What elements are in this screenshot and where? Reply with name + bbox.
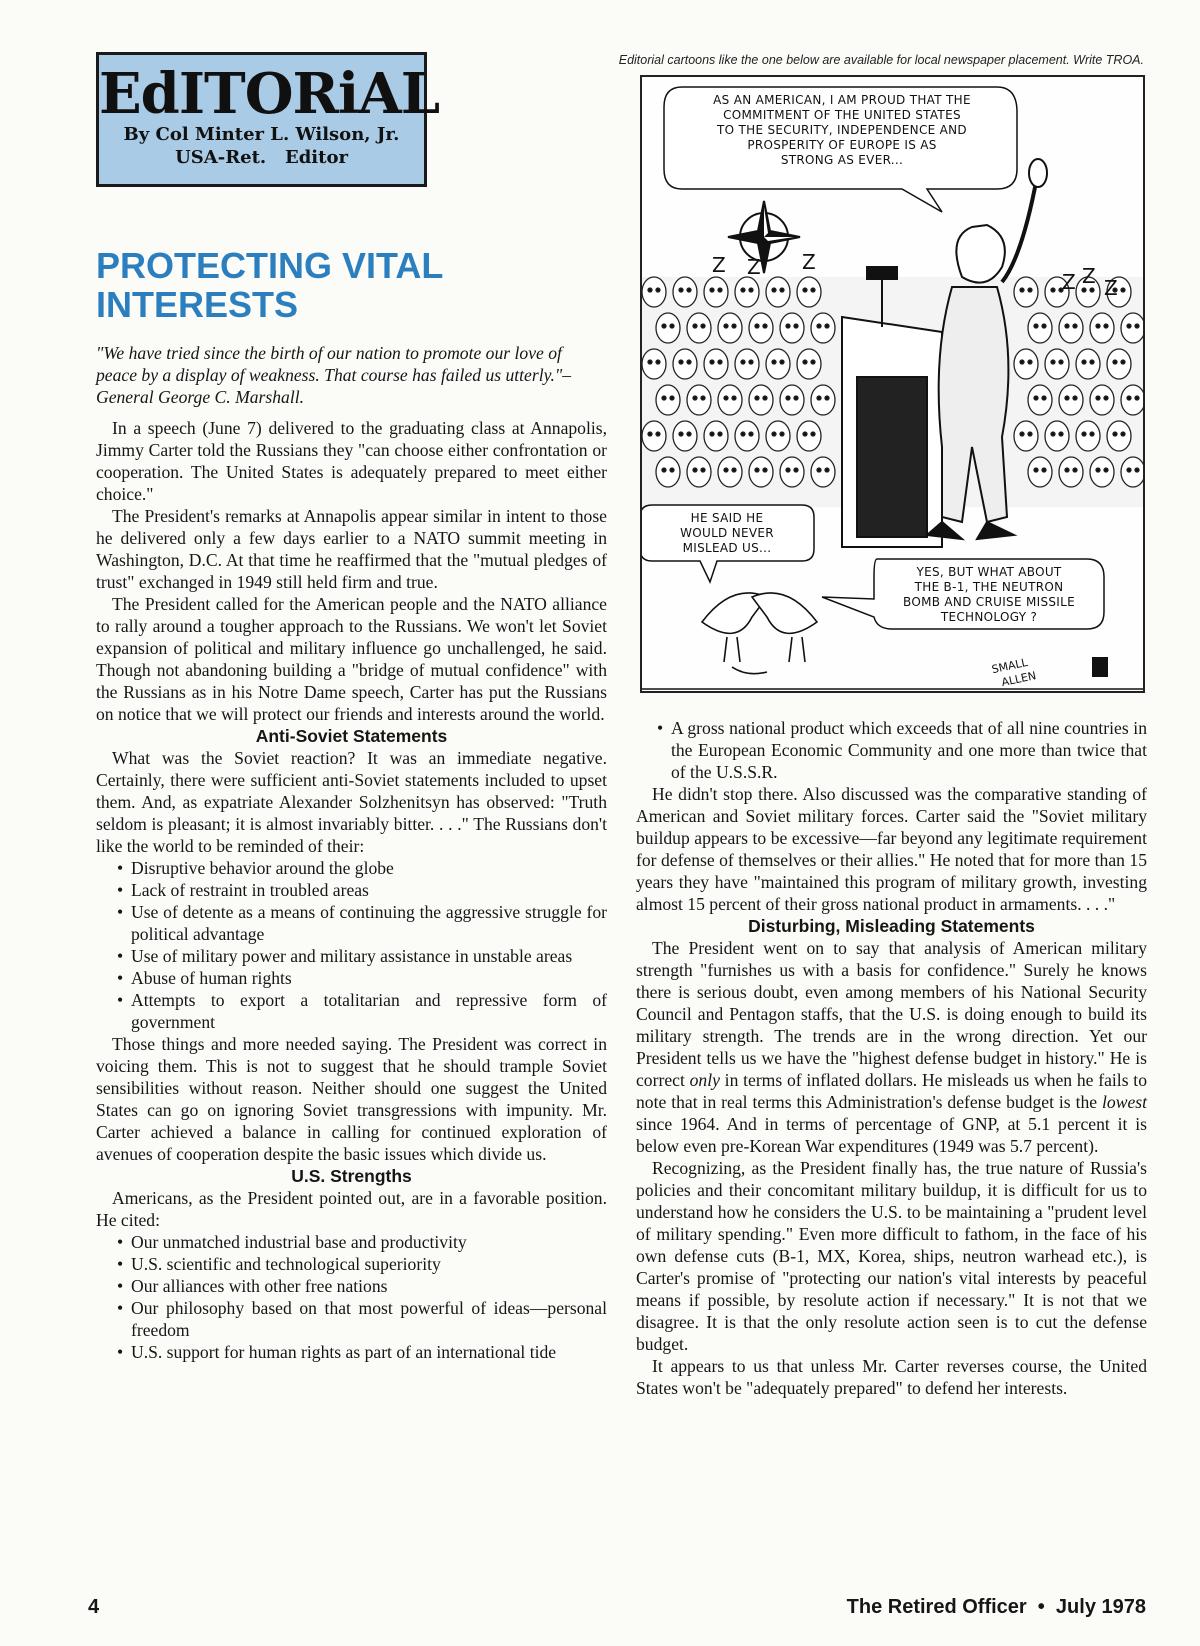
paragraph: Those things and more needed saying. The President was correct in voicing them. This is not to suggest that he should trample Soviet sensibilities without reason. Neither should one suggest the United States can go on ignoring Soviet transgressions with impunity. Mr. Carter achieved a balance in calling for continued exploration of avenues of cooperation despite the basic issues which divide us.: [96, 1034, 607, 1164]
paragraph: The President went on to say that analysis of American military strength "furnishes us with a basis for confidence." Surely he knows there is serious doubt, even among members of his National Security Council and Pentagon staffs, that the U.S. is doing enough to build its military strength. The trends are in the wrong direction. Yet our President tells us we have the "highest defense budget in history." He is correct only in terms of inflated dollars. He misleads us when he fails to note that in real terms this Administration's defense budget is the lowest since 1964. And in terms of percentage of GNP, at 5.1 percent it is below even pre-Korean War expenditures (1949 was 5.7 percent).: [636, 938, 1147, 1156]
list-item: • Abuse of human rights: [96, 967, 607, 989]
list-item: • Disruptive behavior around the globe: [96, 857, 607, 879]
svg-text:Z: Z: [712, 253, 726, 277]
editorial-masthead: [96, 52, 440, 187]
opening-quote: "We have tried since the birth of our nation to promote our love of peace by a display of weakness. That course has failed us utterly."–General George C. Marshall.: [96, 343, 572, 407]
right-column: [636, 717, 1147, 1399]
svg-text:Z: Z: [1104, 276, 1118, 300]
list-item: • Lack of restraint in troubled areas: [96, 879, 607, 901]
paragraph: The President's remarks at Annapolis appear similar in intent to those he delivered only a few days earlier to a NATO summit meeting in Washington, D.C. At that time he reaffirmed that the "mutual pledges of trust" exchanged in 1949 still held firm and true.: [96, 506, 607, 592]
section-heading: U.S. Strengths: [291, 1166, 412, 1186]
paragraph: What was the Soviet reaction? It was an immediate negative. Certainly, there were sufficient anti-Soviet statements included to upset them. And, as expatriate Alexander Solzhenitsyn has observed: "Truth seldom is pleasant; it is almost invariably bitter. . . ." The Russians don't like the world to be reminded of their:: [96, 748, 607, 856]
list-item: • Use of military power and military assistance in unstable areas: [96, 945, 607, 967]
svg-text:Z: Z: [747, 255, 761, 279]
list-item: • Attempts to export a totalitarian and repressive form of government: [96, 989, 607, 1033]
article-headline: PROTECTING VITAL INTERESTS: [96, 245, 443, 325]
paragraph: Americans, as the President pointed out, are in a favorable position. He cited:: [96, 1188, 607, 1230]
list-item: • A gross national product which exceeds that of all nine countries in the European Economic Community and one more than twice that of the U.S.S.R.: [636, 717, 1147, 783]
speech-bubble-right: YES, BUT WHAT ABOUT THE B-1, THE NEUTRON BOMB AND CRUISE MISSILE TECHNOLOGY ?: [903, 565, 1075, 624]
svg-text:Z: Z: [1062, 270, 1076, 294]
bullet-list: [636, 717, 1147, 783]
page-number: 4: [88, 1596, 100, 1618]
list-item: • Use of detente as a means of continuing the aggressive struggle for political advantage: [96, 901, 607, 945]
bullet-list: [96, 1231, 607, 1363]
left-column: [96, 342, 607, 1363]
paragraph: In a speech (June 7) delivered to the graduating class at Annapolis, Jimmy Carter told the Russians they "can choose either confrontation or cooperation. The United States is adequately prepared to meet either choice.": [96, 418, 607, 504]
paragraph: The President called for the American people and the NATO alliance to rally around a tougher approach to the Russians. We won't let Soviet expansion of political and military influence go unchallenged, he said. Though not abandoning building a "bridge of mutual confidence" with the Russians as in his Notre Dame speech, Carter has put the Russians on notice that we will protect our friends and interests around the world.: [96, 594, 607, 724]
list-item: • Our unmatched industrial base and productivity: [96, 1231, 607, 1253]
speech-bubble-top: AS AN AMERICAN, I AM PROUD THAT THE COMMITMENT OF THE UNITED STATES TO THE SECURITY, INDEPENDENCE AND PROSPERITY OF EUROPE IS AS STRONG AS EVER...: [713, 93, 971, 167]
nato-star-icon: [728, 201, 800, 273]
editorial-cartoon: [640, 75, 1145, 693]
paragraph: Recognizing, as the President finally has, the true nature of Russia's policies and their concomitant military buildup, it is difficult for us to understand how he considers the U.S. to be maintaining a "prudent level of military spending." Even more difficult to fathom, in the face of his own defense cuts (B-1, MX, Korea, ships, neutron warhead etc.), is Carter's promise of "protecting our nation's vital interests by peaceful means if possible, by resolute action if necessary." It is not that we disagree. It is that the only resolute action seen is to cut the defense budget.: [636, 1158, 1147, 1354]
masthead-byline: By Col Minter L. Wilson, Jr.: [123, 124, 400, 145]
speech-bubble-left: HE SAID HE WOULD NEVER MISLEAD US...: [680, 511, 774, 555]
svg-text:SMALL: SMALL: [990, 655, 1029, 677]
masthead-title: EdITORiAL: [99, 61, 440, 127]
paragraph: It appears to us that unless Mr. Carter reverses course, the United States won't be "adequately prepared" to defend her interests.: [636, 1356, 1147, 1398]
publication-footer: The Retired Officer • July 1978: [846, 1596, 1146, 1618]
cartoon-note: Editorial cartoons like the one below are available for local newspaper placement. Write TROA.: [618, 53, 1144, 67]
bullet-list: [96, 857, 607, 1033]
section-heading: Anti-Soviet Statements: [255, 726, 448, 746]
masthead-byline-role: USA-Ret. Editor: [175, 147, 348, 168]
cartoonist-signature: [991, 656, 1038, 689]
list-item: • U.S. scientific and technological superiority: [96, 1253, 607, 1275]
list-item: • Our philosophy based on that most powerful of ideas—personal freedom: [96, 1297, 607, 1341]
svg-text:Z: Z: [802, 250, 816, 274]
list-item: • Our alliances with other free nations: [96, 1275, 607, 1297]
svg-text:Z: Z: [1082, 264, 1096, 288]
svg-text:ALLEN: ALLEN: [1000, 669, 1038, 690]
list-item: • U.S. support for human rights as part of an international tide: [96, 1341, 607, 1363]
section-heading: Disturbing, Misleading Statements: [748, 916, 1035, 936]
paragraph: He didn't stop there. Also discussed was the comparative standing of American and Soviet military forces. Carter said the "Soviet military buildup appears to be excessive—far beyond any legitimate requirement for defense of themselves or their allies." He noted that for more than 15 years they have "maintained this program of military growth, investing almost 15 percent of their gross national product in armaments. . . .": [636, 784, 1147, 914]
